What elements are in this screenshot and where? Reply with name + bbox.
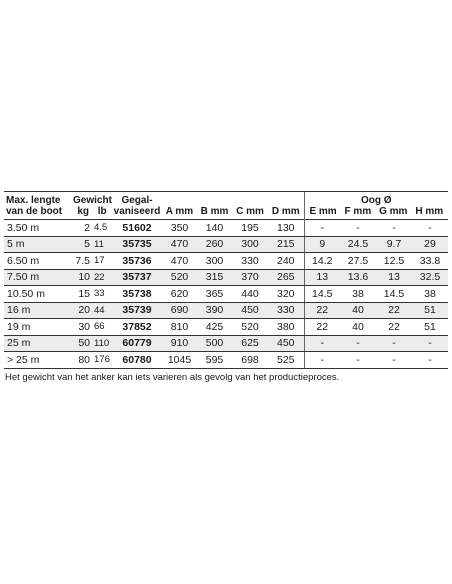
cell-d: 525 <box>268 352 304 369</box>
cell-c: 450 <box>232 302 268 319</box>
cell-d: 240 <box>268 253 304 270</box>
header-eye-e: E mm <box>309 206 337 217</box>
cell-e: - <box>304 220 340 237</box>
cell-g: 14.5 <box>376 286 412 303</box>
cell-article: 35735 <box>112 236 162 253</box>
cell-kg: 20 <box>72 302 92 319</box>
cell-lb: 44 <box>92 302 112 319</box>
cell-a: 910 <box>162 335 197 352</box>
cell-e: 9 <box>304 236 340 253</box>
cell-a: 1045 <box>162 352 197 369</box>
cell-article: 51602 <box>112 220 162 237</box>
cell-article: 35738 <box>112 286 162 303</box>
table-row <box>4 286 448 303</box>
cell-a: 470 <box>162 236 197 253</box>
table-row <box>4 335 448 352</box>
cell-length: > 25 m <box>4 352 72 369</box>
header-kg: kg <box>77 206 90 217</box>
cell-kg: 50 <box>72 335 92 352</box>
cell-h: 33.8 <box>412 253 448 270</box>
cell-d: 320 <box>268 286 304 303</box>
cell-article: 35737 <box>112 269 162 286</box>
cell-b: 260 <box>197 236 232 253</box>
cell-b: 390 <box>197 302 232 319</box>
header-eye-title: Oog Ø <box>360 195 392 206</box>
header-eye-g: G mm <box>379 206 408 217</box>
cell-f: 24.5 <box>340 236 376 253</box>
cell-c: 625 <box>232 335 268 352</box>
cell-h: 38 <box>412 286 448 303</box>
cell-length: 16 m <box>4 302 72 319</box>
cell-length: 10.50 m <box>4 286 72 303</box>
cell-g: 13 <box>376 269 412 286</box>
cell-lb: 17 <box>92 253 112 270</box>
cell-e: 13 <box>304 269 340 286</box>
cell-b: 300 <box>197 253 232 270</box>
header-dim-b: B mm <box>197 192 232 220</box>
header-article: Gegal- vaniseerd <box>112 192 162 220</box>
cell-a: 620 <box>162 286 197 303</box>
cell-lb: 22 <box>92 269 112 286</box>
table-row <box>4 253 448 270</box>
anchor-spec-section <box>4 191 448 383</box>
cell-e: - <box>304 335 340 352</box>
cell-b: 595 <box>197 352 232 369</box>
cell-lb: 11 <box>92 236 112 253</box>
cell-g: 22 <box>376 319 412 336</box>
cell-h: 32.5 <box>412 269 448 286</box>
header-dim-a: A mm <box>162 192 197 220</box>
cell-length: 5 m <box>4 236 72 253</box>
cell-b: 140 <box>197 220 232 237</box>
cell-lb: 33 <box>92 286 112 303</box>
cell-e: 22 <box>304 302 340 319</box>
cell-kg: 30 <box>72 319 92 336</box>
cell-d: 130 <box>268 220 304 237</box>
cell-lb: 4.5 <box>92 220 112 237</box>
header-eye-f: F mm <box>344 206 372 217</box>
cell-kg: 5 <box>72 236 92 253</box>
cell-f: - <box>340 335 376 352</box>
table-header <box>4 192 448 220</box>
cell-length: 3.50 m <box>4 220 72 237</box>
footnote: Het gewicht van het anker kan iets varieren als gevolg van het productieproces. <box>5 371 340 383</box>
cell-kg: 15 <box>72 286 92 303</box>
table-row <box>4 269 448 286</box>
cell-d: 330 <box>268 302 304 319</box>
cell-c: 440 <box>232 286 268 303</box>
cell-h: - <box>412 220 448 237</box>
cell-c: 520 <box>232 319 268 336</box>
cell-article: 60780 <box>112 352 162 369</box>
cell-length: 25 m <box>4 335 72 352</box>
cell-a: 810 <box>162 319 197 336</box>
table-row <box>4 220 448 237</box>
table-row <box>4 302 448 319</box>
cell-g: 9.7 <box>376 236 412 253</box>
cell-c: 300 <box>232 236 268 253</box>
cell-b: 425 <box>197 319 232 336</box>
table-row <box>4 319 448 336</box>
header-length: Max. lengte van de boot <box>4 192 72 220</box>
cell-article: 37852 <box>112 319 162 336</box>
cell-c: 370 <box>232 269 268 286</box>
cell-article: 60779 <box>112 335 162 352</box>
header-dim-d: D mm <box>268 192 304 220</box>
cell-lb: 110 <box>92 335 112 352</box>
table-row <box>4 236 448 253</box>
cell-article: 35736 <box>112 253 162 270</box>
cell-h: 51 <box>412 302 448 319</box>
cell-g: - <box>376 352 412 369</box>
cell-f: 13.6 <box>340 269 376 286</box>
cell-d: 380 <box>268 319 304 336</box>
cell-h: - <box>412 352 448 369</box>
cell-b: 500 <box>197 335 232 352</box>
cell-c: 195 <box>232 220 268 237</box>
cell-c: 698 <box>232 352 268 369</box>
cell-e: 22 <box>304 319 340 336</box>
table-row <box>4 352 448 369</box>
cell-g: - <box>376 220 412 237</box>
cell-f: 38 <box>340 286 376 303</box>
header-lb: lb <box>97 206 107 217</box>
cell-kg: 80 <box>72 352 92 369</box>
cell-e: - <box>304 352 340 369</box>
cell-f: 40 <box>340 319 376 336</box>
cell-g: - <box>376 335 412 352</box>
cell-length: 19 m <box>4 319 72 336</box>
cell-d: 450 <box>268 335 304 352</box>
cell-f: - <box>340 352 376 369</box>
cell-h: 29 <box>412 236 448 253</box>
cell-article: 35739 <box>112 302 162 319</box>
cell-kg: 7.5 <box>72 253 92 270</box>
cell-c: 330 <box>232 253 268 270</box>
cell-e: 14.5 <box>304 286 340 303</box>
header-row <box>4 192 448 220</box>
cell-a: 520 <box>162 269 197 286</box>
cell-a: 350 <box>162 220 197 237</box>
cell-d: 215 <box>268 236 304 253</box>
cell-g: 12.5 <box>376 253 412 270</box>
cell-b: 315 <box>197 269 232 286</box>
cell-length: 7.50 m <box>4 269 72 286</box>
cell-a: 690 <box>162 302 197 319</box>
cell-f: 40 <box>340 302 376 319</box>
cell-b: 365 <box>197 286 232 303</box>
cell-length: 6.50 m <box>4 253 72 270</box>
header-dim-c: C mm <box>232 192 268 220</box>
cell-h: - <box>412 335 448 352</box>
cell-e: 14.2 <box>304 253 340 270</box>
cell-f: - <box>340 220 376 237</box>
header-eye-group <box>304 192 448 220</box>
header-eye-h: H mm <box>415 206 444 217</box>
cell-a: 470 <box>162 253 197 270</box>
table-body <box>4 220 448 369</box>
cell-h: 51 <box>412 319 448 336</box>
cell-lb: 176 <box>92 352 112 369</box>
cell-kg: 10 <box>72 269 92 286</box>
cell-lb: 66 <box>92 319 112 336</box>
header-weight: Gewicht kg lb <box>72 192 112 220</box>
cell-kg: 2 <box>72 220 92 237</box>
cell-f: 27.5 <box>340 253 376 270</box>
cell-d: 265 <box>268 269 304 286</box>
cell-g: 22 <box>376 302 412 319</box>
anchor-spec-table <box>4 191 448 369</box>
